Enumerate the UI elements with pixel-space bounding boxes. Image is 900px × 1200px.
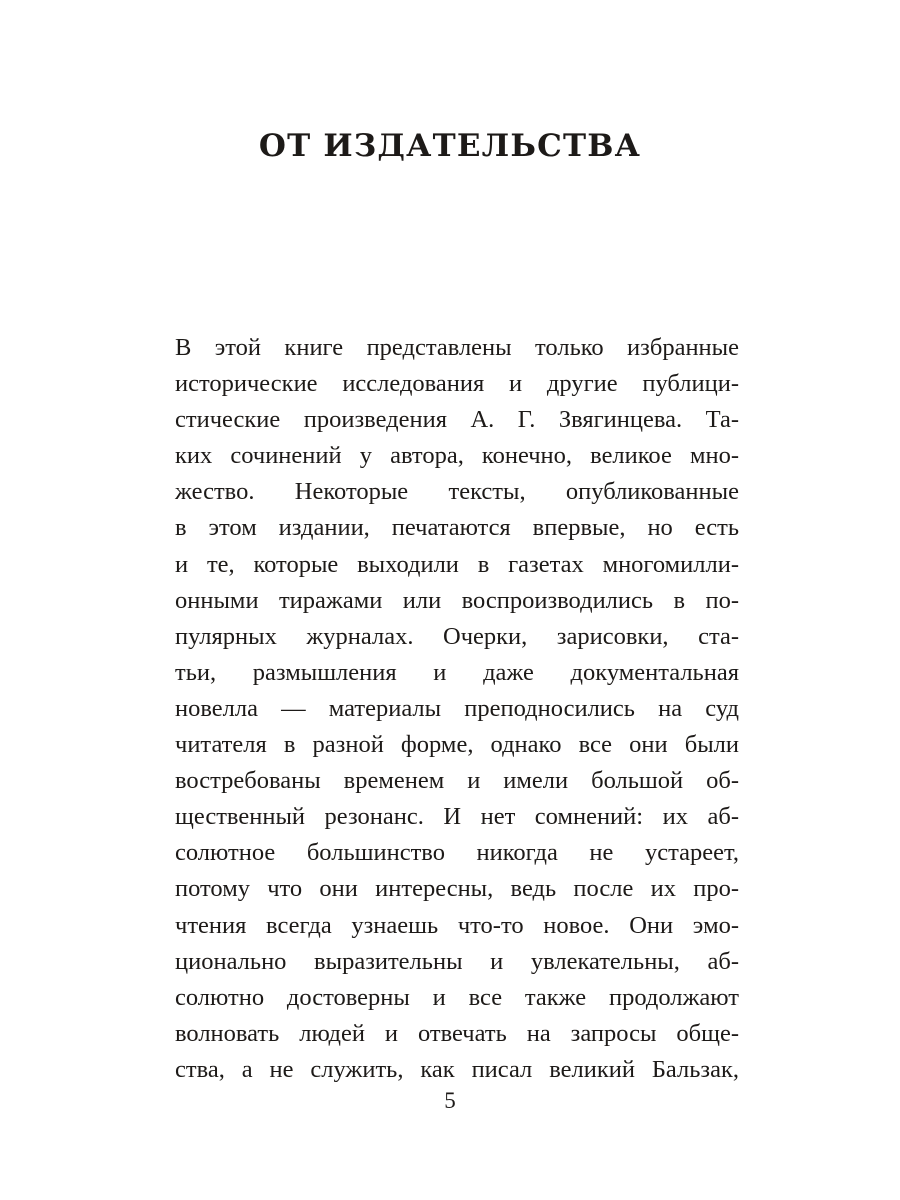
text-line: ства, а не служить, как писал великий Бальзак, [175, 1055, 739, 1083]
text-line: солютно достоверны и все также продолжают [175, 983, 739, 1011]
page-number: 5 [444, 1088, 456, 1113]
text-line: потому что они интересны, ведь после их про- [175, 875, 739, 903]
text-line: онными тиражами или воспроизводились в по- [175, 586, 739, 614]
text-line: читателя в разной форме, однако все они были [175, 731, 739, 759]
text-line: исторические исследования и другие публици- [175, 370, 739, 398]
text-line: и те, которые выходили в газетах многомилли- [175, 550, 739, 578]
body-text [175, 330, 739, 1088]
text-line: жество. Некоторые тексты, опубликованные [175, 478, 739, 506]
text-line: востребованы временем и имели большой об- [175, 767, 739, 795]
text-line: ционально выразительны и увлекательны, аб- [175, 947, 739, 975]
text-line: волновать людей и отвечать на запросы обще- [175, 1019, 739, 1047]
text-line: щественный резонанс. И нет сомнений: их аб- [175, 803, 739, 831]
text-line: солютное большинство никогда не устареет, [175, 839, 739, 867]
text-line: стические произведения А. Г. Звягинцева. Та- [175, 406, 739, 434]
text-line: в этом издании, печатаются впервые, но есть [175, 514, 739, 542]
text-line: ких сочинений у автора, конечно, великое мно- [175, 442, 739, 470]
text-line: чтения всегда узнаешь что-то новое. Они эмо- [175, 911, 739, 939]
text-line: тьи, размышления и даже документальная [175, 658, 739, 686]
text-line: новелла — материалы преподносились на суд [175, 694, 739, 722]
chapter-heading: ОТ ИЗДАТЕЛЬСТВА [258, 128, 642, 164]
text-line: В этой книге представлены только избранные [175, 334, 739, 361]
text-line: пулярных журналах. Очерки, зарисовки, ста- [175, 622, 739, 650]
